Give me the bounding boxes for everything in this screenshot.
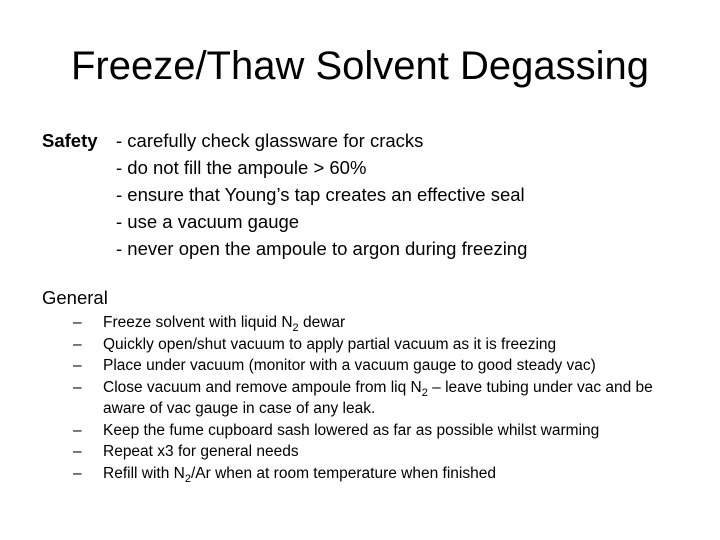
list-item [73,312,693,334]
item-text: Freeze solvent with liquid N [103,314,293,331]
subscript: 2 [184,472,191,485]
safety-section [42,127,527,262]
subscript: 2 [292,322,299,334]
bullet-dash: – [73,464,82,482]
list-item [73,355,693,377]
slide-title: Freeze/Thaw Solvent Degassing [70,44,650,88]
item-text: Repeat x3 for general needs [103,443,299,460]
item-text: Close vacuum and remove ampoule from liq N [103,378,422,396]
safety-item: - do not fill the ampoule > 60% [116,157,367,178]
bullet-dash: – [73,357,82,374]
bullet-dash: – [73,314,82,331]
general-list [73,312,693,484]
list-item [73,334,693,356]
safety-items [116,127,527,262]
bullet-dash: – [73,443,82,460]
list-item [73,377,693,420]
subscript: 2 [421,386,428,399]
item-text: Keep the fume cupboard sash lowered as far as possible whilst warming [103,421,600,439]
safety-item: - carefully check glassware for cracks [116,130,424,151]
list-item [73,463,693,485]
bullet-dash: – [73,335,82,353]
safety-item: - ensure that Young’s tap creates an effective seal [116,184,525,205]
list-item [73,441,693,463]
safety-label: Safety [42,130,98,151]
item-text: /Ar when at room temperature when finished [190,464,496,482]
item-text: Quickly open/shut vacuum to apply partial vacuum as it is freezing [103,335,557,353]
general-label: General [42,287,108,308]
list-item [73,420,693,442]
item-text: Refill with N [103,464,185,482]
safety-item: - use a vacuum gauge [116,211,300,232]
item-text: – leave tubing under vac and be aware of vac gauge in case of any leak. [103,378,653,417]
item-text: Place under vacuum (monitor with a vacuum gauge to good steady vac) [103,357,596,374]
bullet-dash: – [73,421,82,439]
item-text: dewar [298,314,346,331]
bullet-dash: – [73,378,82,396]
safety-item: - never open the ampoule to argon during freezing [116,238,528,259]
